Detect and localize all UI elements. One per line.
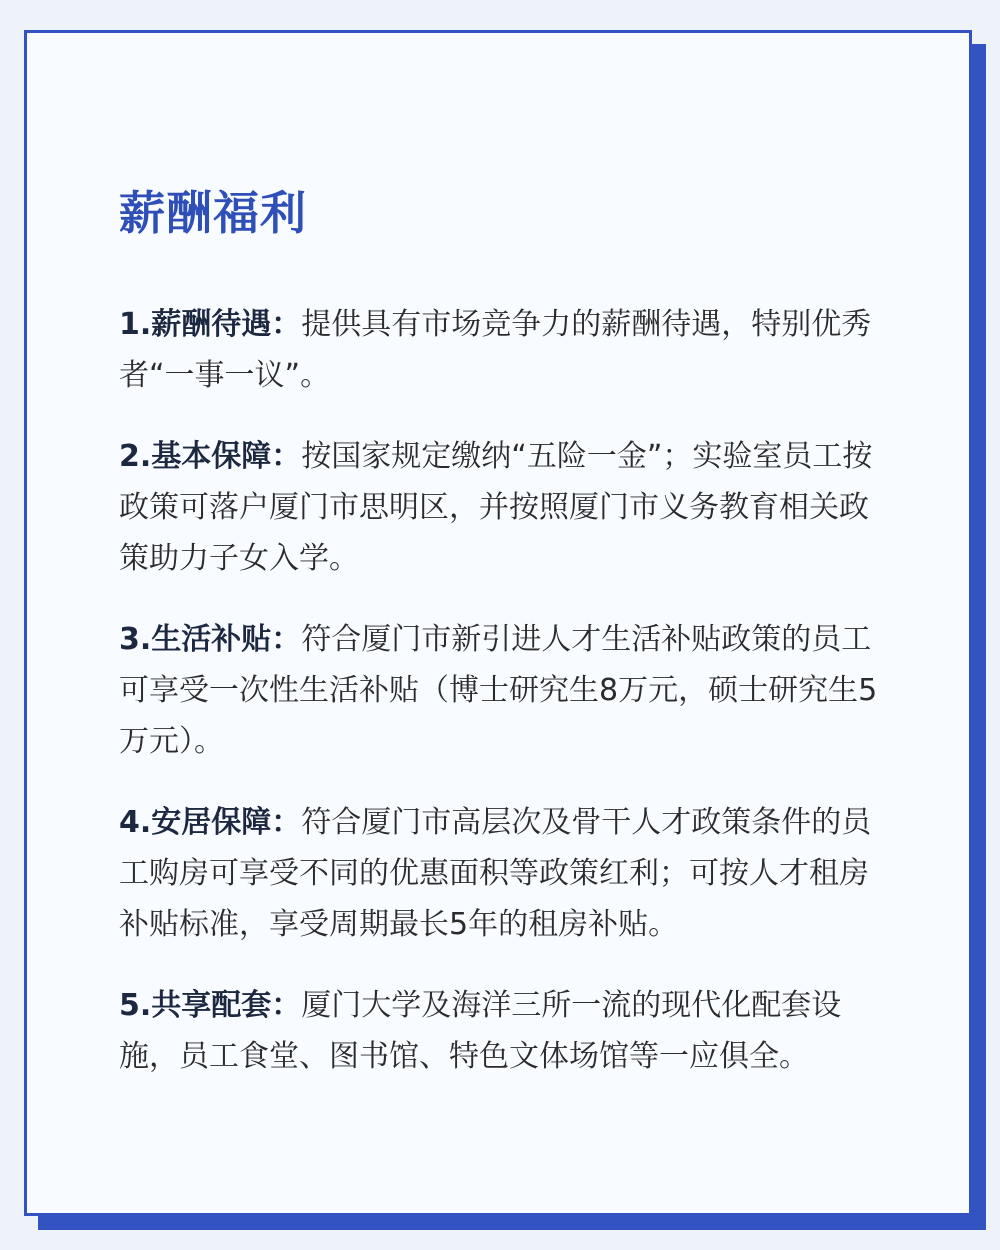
benefit-item-living-allowance: [119, 614, 895, 767]
benefit-text: 符合厦门市新引进人才生活补贴政策的员工可享受一次性生活补贴（博士研究生8万元，硕士研究生5万元）。: [119, 622, 878, 759]
benefits-card: [24, 30, 972, 1216]
benefits-list: [119, 299, 895, 1112]
benefit-item-housing: [119, 797, 895, 950]
benefit-label: 1.薪酬待遇：: [119, 307, 302, 342]
benefit-text: 厦门大学及海洋三所一流的现代化配套设施，员工食堂、图书馆、特色文体场馆等一应俱全。: [119, 988, 842, 1074]
benefit-item-shared-facilities: [119, 980, 895, 1082]
benefit-text: 按国家规定缴纳“五险一金”；实验室员工按政策可落户厦门市思明区，并按照厦门市义务教育相关政策助力子女入学。: [119, 439, 873, 576]
page-title: 薪酬福利: [119, 186, 307, 240]
benefit-text: 符合厦门市高层次及骨干人才政策条件的员工购房可享受不同的优惠面积等政策红利；可按人才租房补贴标准，享受周期最长5年的租房补贴。: [119, 805, 872, 942]
benefit-label: 3.生活补贴：: [119, 622, 302, 657]
benefit-label: 5.共享配套：: [119, 988, 302, 1023]
benefit-item-salary: [119, 299, 895, 401]
benefit-label: 2.基本保障：: [119, 439, 302, 474]
benefit-text: 提供具有市场竞争力的薪酬待遇，特别优秀者“一事一议”。: [119, 307, 872, 393]
benefit-label: 4.安居保障：: [119, 805, 302, 840]
benefit-item-basic-security: [119, 431, 895, 584]
